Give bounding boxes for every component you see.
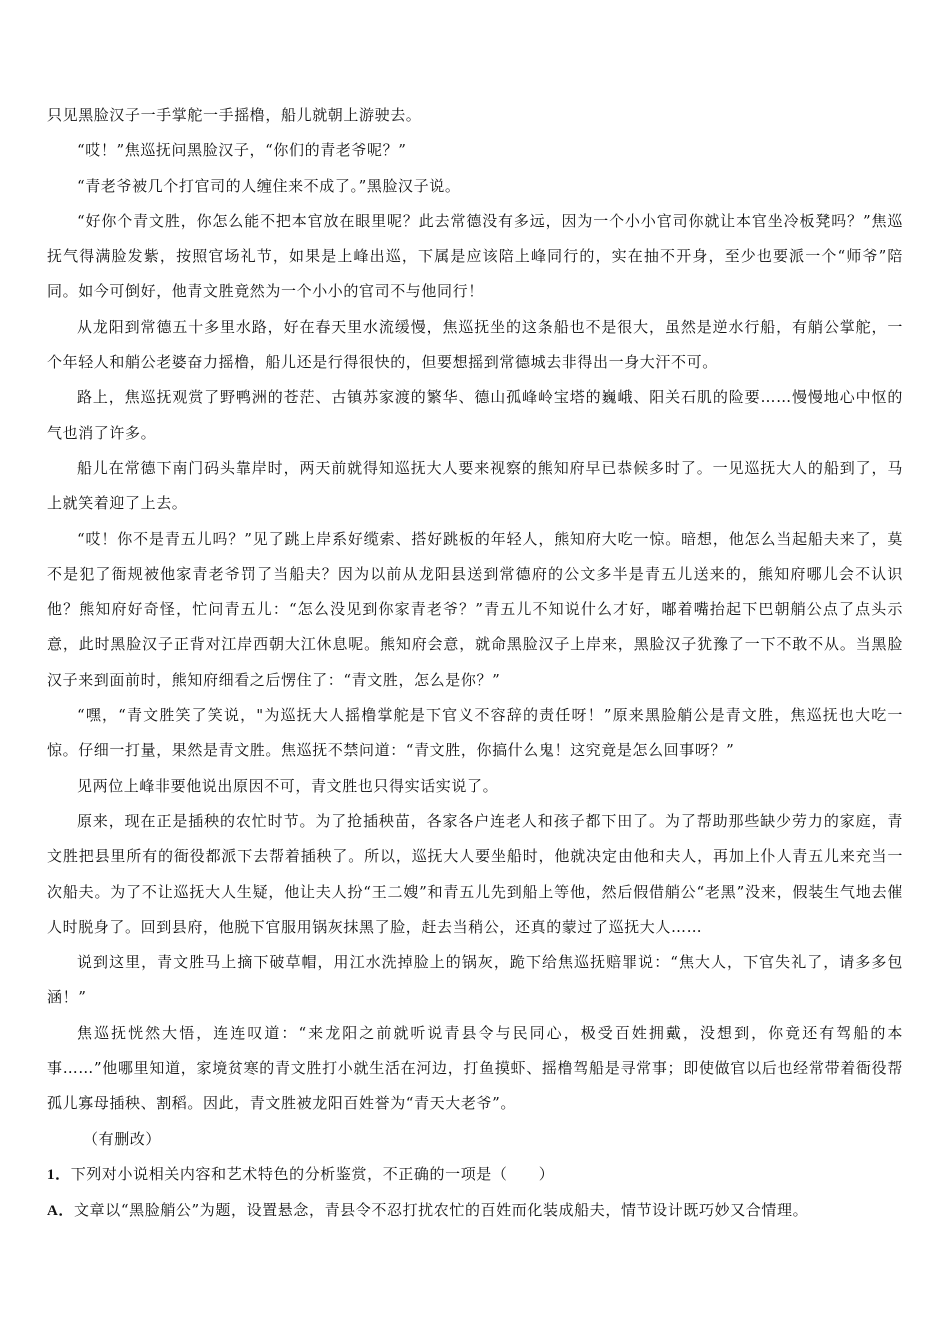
- question-1: [47, 1157, 903, 1193]
- paragraph-dialogue-2: “青老爷被几个打官司的人缠住来不成了。”黑脸汉子说。: [77, 176, 461, 195]
- question-number: 1．: [47, 1166, 71, 1183]
- paragraph-scenery: 路上，焦巡抚观赏了野鸭洲的苍茫、古镇苏家渡的繁华、德山孤峰岭宝塔的巍峨、阳关石肌的险要……慢慢地心中怄的气也消了许多。: [47, 388, 903, 442]
- option-a-text: 文章以“黑脸艄公”为题，设置悬念，青县令不忍打扰农忙的百姓而化装成船夫，情节设计既巧妙又合情理。: [74, 1201, 809, 1220]
- paragraph-apology: 说到这里，青文胜马上摘下破草帽，用江水洗掉脸上的锅灰，跪下给焦巡抚赔罪说：“焦大人，下官失礼了，请多多包涵！”: [47, 953, 903, 1007]
- option-a-label: A．: [47, 1203, 75, 1220]
- question-stem: 下列对小说相关内容和艺术特色的分析鉴赏，不正确的一项是（ ）: [70, 1164, 555, 1183]
- option-a: [47, 1193, 903, 1229]
- paragraph-waterway: 从龙阳到常德五十多里水路，好在春天里水流缓慢，焦巡抚坐的这条船也不是很大，虽然是逆水行船，有艄公掌舵，一个年轻人和艄公老婆奋力摇橹，船儿还是行得很快的，但要想摇到常德城去非得出一身大汗不可。: [47, 317, 903, 372]
- paragraph-conclusion: 焦巡抚恍然大悟，连连叹道：“来龙阳之前就听说青县令与民同心，极受百姓拥戴，没想到，你竟还有驾船的本事……”他哪里知道，家境贫寒的青文胜打小就生活在河边，打鱼摸虾、摇橹驾船是寻常事；即使做官以后也经常带着衙役帮孤儿寡母插秧、割稻。因此，青文胜被龙阳百姓誉为“青天大老爷”。: [47, 1023, 903, 1113]
- paragraph-dialogue-1: “哎！”焦巡抚问黑脸汉子，“你们的青老爷呢？”: [77, 141, 407, 160]
- paragraph-reveal: “嘿，“青文胜笑了笑说，"为巡抚大人摇橹掌舵是下官义不容辞的责任呀！”原来黑脸艄公是青文胜，焦巡抚也大吃一惊。仔细一打量，果然是青文胜。焦巡抚不禁问道：“青文胜，你搞什么鬼！这究竟是怎么回事呀？”: [47, 706, 903, 760]
- paragraph-governor-anger: “好你个青文胜，你怎么能不把本官放在眼里呢？此去常德没有多远，因为一个小小官司你就让本官坐冷板凳吗？”焦巡抚气得满脸发紫，按照官场礼节，如果是上峰出巡，下属是应该陪上峰同行的，实在抽不开身，至少也要派一个“师爷”陪同。如今可倒好，他青文胜竟然为一个小小的官司不与他同行！: [47, 211, 903, 301]
- paragraph-arrival: 船儿在常德下南门码头靠岸时，两天前就得知巡抚大人要来视察的熊知府早已恭候多时了。一见巡抚大人的船到了，马上就笑着迎了上去。: [47, 458, 903, 513]
- paragraph-opening: 只见黑脸汉子一手掌舵一手摇橹，船儿就朝上游驶去。: [47, 106, 422, 124]
- paragraph-explanation: 原来，现在正是插秧的农忙时节。为了抢插秧苗，各家各户连老人和孩子都下田了。为了帮助那些缺少劳力的家庭，青文胜把县里所有的衙役都派下去帮着插秧了。所以，巡抚大人要坐船时，他就决定由他和夫人，再加上仆人青五儿来充当一次船夫。为了不让巡抚大人生疑，他让夫人扮“王二嫂”和青五儿先到船上等他，然后假借艄公“老黑”没来，假装生气地去催人时脱身了。回到县府，他脱下官服用锅灰抹黑了脸，赶去当稍公，还真的蒙过了巡抚大人……: [47, 811, 903, 936]
- paragraph-recognition: “哎！你不是青五儿吗？”见了跳上岸系好缆索、搭好跳板的年轻人，熊知府大吃一惊。暗想，他怎么当起船夫来了，莫不是犯了衙规被他家青老爷罚了当船夫？因为以前从龙阳县送到常德府的公文多半是青五儿送来的，熊知府哪儿会不认识他？熊知府好奇怪，忙问青五儿：“怎么没见到你家青老爷？”青五儿不知说什么才好，嘟着嘴抬起下巴朝艄公点了点头示意，此时黑脸汉子正背对江岸西朝大江休息呢。熊知府会意，就命黑脸汉子上岸来，黑脸汉子犹豫了一下不敢不从。当黑脸汉子来到面前时，熊知府细看之后愣住了：“青文胜，怎么是你？”: [47, 529, 903, 689]
- edit-note: （有删改）: [83, 1129, 162, 1148]
- article-body: [47, 98, 903, 1230]
- paragraph-explain-intro: 见两位上峰非要他说出原因不可，青文胜也只得实话实说了。: [77, 776, 499, 795]
